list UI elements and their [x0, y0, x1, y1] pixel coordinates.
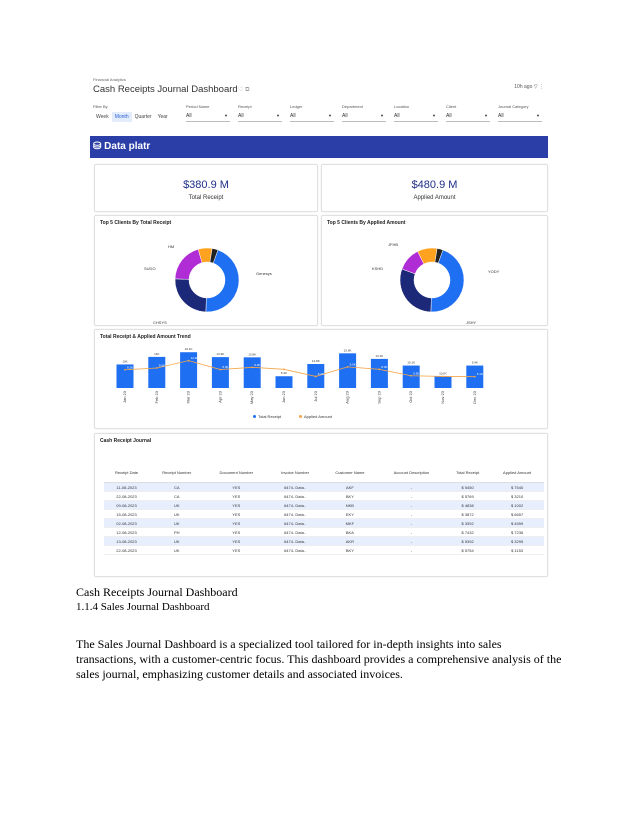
column-header[interactable]: Applied Amount	[490, 462, 544, 483]
filter-icon[interactable]: ▽	[533, 84, 538, 90]
slice-label: YODY	[488, 269, 500, 274]
bar-label: 5.9K	[471, 360, 478, 365]
table-cell: $ 5769	[445, 492, 490, 501]
table-cell: EKY	[322, 510, 378, 519]
bar-label: 5.3K	[280, 371, 288, 376]
caret-down-icon: ▼	[328, 113, 332, 118]
table-cell: UK	[149, 510, 204, 519]
column-header[interactable]: Document Number	[204, 462, 268, 483]
bar	[435, 376, 452, 388]
table-cell: $ 4559	[490, 519, 544, 528]
table-cell: YES	[204, 501, 268, 510]
table-cell: $ 5450	[445, 483, 490, 492]
x-tick-label: Dec 23	[471, 391, 477, 404]
table-cell: $ 3210	[490, 492, 544, 501]
donut-chart-applied	[322, 225, 547, 325]
donut-chart-receipt	[95, 225, 317, 325]
filter-label: Location	[394, 104, 410, 109]
slice-label: SUDO	[144, 266, 156, 271]
table-cell: YES	[204, 537, 268, 546]
kpi-total-receipt	[94, 164, 318, 212]
line-point	[410, 375, 412, 377]
donut-slice	[400, 269, 431, 312]
brand-banner	[90, 136, 548, 158]
chart-title: Top 5 Clients By Total Receipt	[100, 220, 172, 226]
table-cell: $ 6657	[490, 510, 544, 519]
table-cell: -	[378, 510, 445, 519]
kpi-applied-amount	[321, 164, 548, 212]
bar	[403, 366, 420, 388]
x-tick-label: Nov 23	[440, 391, 445, 404]
dashboard-header	[90, 72, 548, 136]
line-point	[379, 368, 381, 370]
table-cell: BKY	[322, 546, 378, 555]
kpi-label: Applied Amount	[413, 195, 456, 201]
table-cell: CA	[149, 492, 204, 501]
table-row[interactable]	[104, 546, 544, 555]
table-cell: CA	[149, 483, 204, 492]
table-cell: -	[378, 483, 445, 492]
filter-period-name[interactable]	[186, 104, 230, 122]
x-tick-label: Feb 23	[153, 391, 159, 404]
line-point	[220, 369, 222, 371]
table-cell: 6474- Data..	[268, 528, 322, 537]
journal-title: Cash Receipt Journal	[100, 438, 152, 444]
table-cell: $ 4838	[445, 501, 490, 510]
table-cell: 22-08-2023	[104, 546, 149, 555]
x-tick-label: Mar 23	[185, 391, 191, 404]
bar-label: 16.1K	[184, 347, 193, 352]
table-cell: 6474- Data..	[268, 537, 322, 546]
legend-total-receipt[interactable]	[253, 414, 281, 419]
table-cell: 6474- Data..	[268, 519, 322, 528]
table-cell: 15-08-2023	[104, 510, 149, 519]
line-label: 8.4K	[286, 364, 293, 369]
slice-label: Genesys	[256, 271, 272, 276]
filter-value: All	[186, 113, 192, 119]
table-cell: YES	[204, 546, 268, 555]
bar-label: 14.8K	[311, 359, 320, 363]
filter-value: All	[238, 113, 244, 119]
caret-down-icon: ▼	[224, 113, 228, 118]
x-tick-label: May 23	[249, 391, 255, 405]
table-cell: 22-08-2023	[104, 492, 149, 501]
caret-down-icon: ▼	[432, 113, 436, 118]
legend-dot	[253, 415, 256, 418]
column-header[interactable]: Account Description	[378, 462, 445, 483]
chart-title: Top 5 Clients By Applied Amount	[327, 220, 406, 226]
line-point	[156, 367, 158, 369]
line-point	[124, 369, 126, 371]
table-row[interactable]	[104, 537, 544, 546]
table-cell: -	[378, 492, 445, 501]
bar-label: 15.6K	[343, 348, 352, 353]
table-row[interactable]	[104, 501, 544, 510]
x-tick-label: Jan 23	[122, 391, 127, 404]
filter-label: Period Name	[186, 104, 210, 109]
column-header[interactable]: Customer Name	[322, 462, 378, 483]
chart-title: Total Receipt & Applied Amount Trend	[100, 334, 191, 340]
filter-value: All	[290, 113, 296, 119]
line-label: 5.1K	[476, 372, 483, 377]
filter-label: Client	[446, 104, 457, 109]
slice-label: HM	[168, 244, 175, 249]
table-cell: $ 7432	[445, 528, 490, 537]
section-heading: 1.1.4 Sales Journal Dashboard	[76, 601, 210, 613]
heart-icon[interactable]: ♡	[238, 87, 244, 93]
line-point	[188, 360, 190, 362]
table-cell: AKF	[322, 483, 378, 492]
header-actions	[514, 84, 544, 90]
table-row[interactable]	[104, 492, 544, 501]
dashboard-title: Cash Receipts Journal Dashboard	[93, 84, 238, 95]
bar-label: 10.6K	[439, 371, 447, 376]
caret-down-icon: ▼	[380, 113, 384, 118]
line-label: 8.3K	[222, 365, 229, 370]
series-line	[125, 361, 475, 377]
x-tick-label: Sep 23	[376, 391, 382, 404]
table-row[interactable]	[104, 483, 544, 492]
figure-caption: Cash Receipts Journal Dashboard	[76, 585, 238, 599]
line-label: 6.2K	[445, 371, 452, 376]
filter-label: Ledger	[290, 104, 303, 109]
trend-panel	[94, 329, 548, 429]
line-point	[442, 376, 444, 378]
kpi-label: Total Receipt	[188, 195, 224, 201]
line-label: 5.5K	[413, 371, 420, 376]
x-tick-label: Aug 23	[344, 391, 350, 404]
bar	[212, 357, 229, 388]
body-paragraph: The Sales Journal Dashboard is a specialized tool tailored for in-depth insights into sales transactions, with a customer-centric focus. This dashboard provides a comprehensive analysis of the sales journal, emphasizing customer details and associated invoices.	[76, 637, 562, 681]
table-cell: $ 7236	[490, 528, 544, 537]
line-label: 5.2K	[317, 371, 324, 376]
filter-by-label: Filter By	[93, 104, 108, 109]
journal-table	[104, 462, 544, 555]
bar-label: 13.8K	[248, 352, 257, 357]
table-cell: -	[378, 528, 445, 537]
period-week[interactable]: Week	[96, 114, 109, 120]
brand-name: Data platr	[104, 141, 151, 152]
copy-icon[interactable]: ⧉	[245, 87, 250, 93]
table-cell: BKY	[322, 492, 378, 501]
kpi-value: $480.9 M	[411, 179, 458, 191]
caret-down-icon: ▼	[484, 113, 488, 118]
filter-receipt[interactable]	[238, 104, 282, 122]
table-cell: YES	[204, 492, 268, 501]
filter-location[interactable]	[394, 104, 438, 122]
filter-label: Receipt	[238, 104, 252, 109]
x-tick-label: Jul 23	[312, 391, 318, 402]
filter-label: Department	[342, 104, 363, 109]
line-label: 12.3K	[190, 356, 199, 361]
table-cell: UK	[149, 537, 204, 546]
filter-journal-category[interactable]	[498, 104, 542, 122]
bar-label: 14K	[154, 351, 160, 356]
donut-slice	[175, 279, 206, 312]
more-icon[interactable]: ⋮	[539, 84, 544, 90]
line-point	[315, 376, 317, 378]
table-cell: MKF	[322, 519, 378, 528]
table-cell: $ 1002	[490, 501, 544, 510]
x-tick-label: Jun 23	[281, 391, 286, 404]
table-cell: -	[378, 546, 445, 555]
table-cell: $ 3392	[445, 519, 490, 528]
database-icon: ⛁	[93, 141, 102, 152]
slice-label: CHSYS	[153, 320, 167, 325]
table-cell: $ 3872	[445, 510, 490, 519]
table-cell: 6474- Data..	[268, 501, 322, 510]
legend-label: Applied Amount	[304, 414, 333, 419]
table-cell: -	[378, 519, 445, 528]
line-point	[283, 368, 285, 370]
table-cell: 12-08-2023	[104, 528, 149, 537]
table-header-row	[104, 462, 544, 483]
line-label: 9.5K	[349, 362, 356, 367]
table-cell: $ 5754	[445, 546, 490, 555]
table-cell: -	[378, 501, 445, 510]
filter-department[interactable]	[342, 104, 386, 122]
filter-label: Journal Category	[498, 104, 529, 109]
table-cell: PH	[149, 528, 204, 537]
line-label: 8.4K	[381, 364, 388, 369]
caret-down-icon: ▼	[276, 113, 280, 118]
table-body	[104, 483, 544, 555]
column-header[interactable]: Total Receipt	[445, 462, 490, 483]
column-header[interactable]: Invoice Number	[268, 462, 322, 483]
journal-panel	[94, 433, 548, 577]
bar-label: 13.1K	[375, 353, 384, 358]
filter-value: All	[446, 113, 452, 119]
period-year[interactable]: Year	[157, 114, 168, 120]
table-cell: UK	[149, 546, 204, 555]
table-cell: $ 7540	[490, 483, 544, 492]
kpi-value: $380.9 M	[183, 179, 229, 191]
column-header[interactable]: Receipt Number	[149, 462, 204, 483]
dashboard-screenshot	[90, 72, 548, 577]
period-quarter[interactable]: Quarter	[134, 114, 152, 120]
table-cell: $ 1153	[490, 546, 544, 555]
table-cell: BKA	[322, 528, 378, 537]
table-cell: YES	[204, 483, 268, 492]
table-cell: AKR	[322, 537, 378, 546]
legend-dot	[299, 415, 302, 418]
bar-label: 10K	[122, 359, 128, 364]
bar	[339, 353, 356, 388]
donut-panel-applied	[321, 215, 548, 326]
slice-label: JFHB	[388, 242, 398, 247]
table-cell: 11-08-2023	[104, 483, 149, 492]
filter-client[interactable]	[446, 104, 490, 122]
legend-label: Total Receipt	[258, 414, 282, 419]
filter-value: All	[498, 113, 504, 119]
x-tick-label: Oct 23	[408, 391, 414, 403]
table-cell: UK	[149, 519, 204, 528]
table-cell: 6474- Data..	[268, 492, 322, 501]
breadcrumb[interactable]: Financial Analytics	[93, 77, 126, 82]
title-icons	[238, 86, 249, 94]
updated-time: 10h ago	[514, 84, 533, 90]
line-point	[347, 366, 349, 368]
donut-panel-receipt	[94, 215, 318, 326]
table-cell: 02-08-2023	[104, 519, 149, 528]
slice-label: JSHY	[466, 320, 477, 325]
bar	[148, 357, 165, 388]
line-label: 9.3K	[254, 362, 261, 367]
table-cell: YES	[204, 528, 268, 537]
line-label: 8.2K	[127, 365, 134, 370]
x-tick-label: Apr 23	[217, 391, 223, 403]
filter-value: All	[394, 113, 400, 119]
period-toggle	[93, 112, 171, 122]
donut-slice	[175, 249, 202, 279]
legend-applied-amount[interactable]	[299, 414, 332, 419]
line-point	[251, 366, 253, 368]
table-cell: NKB	[322, 501, 378, 510]
table-cell: $ 5392	[445, 537, 490, 546]
line-point	[474, 376, 476, 378]
table-cell: UK	[149, 501, 204, 510]
bar-label: 10.1K	[407, 360, 416, 365]
line-label: 9.0K	[158, 363, 165, 368]
table-cell: $ 3295	[490, 537, 544, 546]
table-cell: -	[378, 537, 445, 546]
column-header[interactable]: Receipt Date	[104, 462, 149, 483]
table-row[interactable]	[104, 519, 544, 528]
table-cell: 6474- Data..	[268, 510, 322, 519]
filter-value: All	[342, 113, 348, 119]
table-cell: 13-08-2023	[104, 537, 149, 546]
table-cell: YES	[204, 519, 268, 528]
caret-down-icon: ▼	[536, 113, 540, 118]
trend-chart	[95, 342, 547, 414]
period-month[interactable]: Month	[112, 112, 132, 122]
table-cell: YES	[204, 510, 268, 519]
bar	[371, 359, 388, 388]
filter-ledger[interactable]	[290, 104, 334, 122]
bar-label: 13.9K	[216, 352, 225, 357]
table-cell: 6474- Data..	[268, 483, 322, 492]
slice-label: KSHD	[372, 266, 384, 271]
table-cell: 09-08-2023	[104, 501, 149, 510]
table-row[interactable]	[104, 528, 544, 537]
table-cell: 6474- Data..	[268, 546, 322, 555]
bar	[276, 376, 293, 388]
table-row[interactable]	[104, 510, 544, 519]
brand-logo	[93, 141, 150, 152]
